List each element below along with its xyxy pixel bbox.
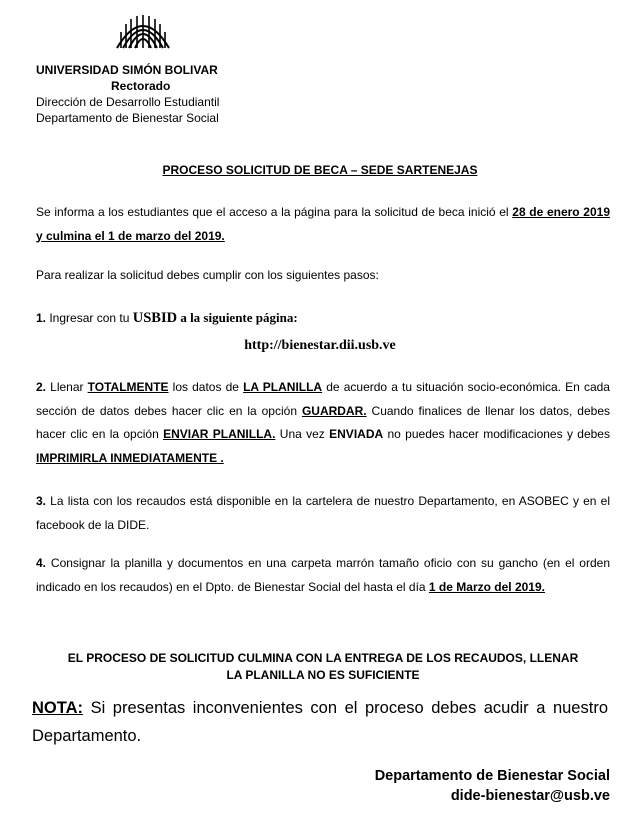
- step-3-text: La lista con los recaudos está disponible en la cartelera de nuestro Departamento, en ASOBEC y en el facebook de la DIDE.: [36, 494, 610, 532]
- intro-text: Se informa a los estudiantes que el acceso a la página para la solicitud de beca inició el: [36, 205, 513, 219]
- document-title: PROCESO SOLICITUD DE BECA – SEDE SARTENEJAS: [162, 163, 478, 177]
- step-2-keyword: IMPRIMIRLA INMEDIATAMENTE .: [36, 450, 224, 465]
- step-2-text: los datos de: [168, 380, 244, 394]
- step-1-usbid: USBID: [132, 310, 178, 326]
- step-2-keyword: ENVIADA: [329, 427, 384, 441]
- step-3: [36, 490, 610, 537]
- step-4: [36, 552, 610, 599]
- step-2-number: 2.: [36, 380, 47, 394]
- header-department: Departamento de Bienestar Social: [36, 111, 219, 125]
- step-2-text: Llenar: [46, 380, 88, 394]
- step-1: [36, 306, 610, 331]
- step-4-date: 1 de Marzo del 2019.: [428, 579, 545, 594]
- step-2-keyword: ENVIAR PLANILLA.: [163, 427, 276, 441]
- step-1-text-b: a la siguiente página:: [177, 310, 298, 325]
- header-office: Rectorado: [111, 79, 171, 93]
- step-2-text: de acuerdo a tu situación socio-económica. En cada sección de datos debes hacer clic en la opción: [36, 380, 610, 418]
- step-1-text-a: Ingresar con tu: [46, 311, 133, 325]
- nota-paragraph: [32, 694, 608, 750]
- step-2-text: Cuando finalices de llenar los datos, debes hacer clic en la opción: [36, 403, 610, 441]
- step-2-text: Una vez: [275, 427, 330, 441]
- header-direction: Dirección de Desarrollo Estudiantil: [36, 95, 220, 109]
- closing-notice: [36, 650, 610, 684]
- step-2-keyword: LA PLANILLA: [243, 380, 323, 394]
- step-2-keyword: GUARDAR.: [301, 403, 367, 418]
- university-logo: [113, 8, 173, 50]
- closing-line-1: EL PROCESO DE SOLICITUD CULMINA CON LA ENTREGA DE LOS RECAUDOS, LLENAR: [67, 651, 579, 665]
- signature-block: [375, 766, 610, 806]
- signature-email: dide-bienestar@usb.ve: [450, 788, 610, 804]
- step-2-text: no puedes hacer modificaciones y debes: [383, 427, 610, 441]
- steps-intro: Para realizar la solicitud debes cumplir con los siguientes pasos:: [36, 268, 379, 282]
- step-2-keyword: TOTALMENTE: [87, 380, 169, 394]
- header-university: UNIVERSIDAD SIMÓN BOLIVAR: [36, 63, 218, 77]
- signature-department: Departamento de Bienestar Social: [374, 768, 610, 784]
- step-4-number: 4.: [36, 556, 47, 570]
- step-4-text: Consignar la planilla y documentos en una carpeta marrón tamaño oficio con su gancho (en el orden indicado en los recaudos) en el Dpto. de Bienestar Social del hasta el día: [36, 556, 610, 594]
- step-2: [36, 376, 610, 470]
- intro-dates: 28 de enero 2019 y culmina el 1 de marzo del 2019.: [36, 205, 610, 243]
- closing-line-2: LA PLANILLA NO ES SUFICIENTE: [226, 668, 420, 682]
- step-3-number: 3.: [36, 494, 47, 508]
- step-1-number: 1.: [36, 311, 47, 325]
- step-1-url: http://bienestar.dii.usb.ve: [244, 338, 396, 353]
- nota-text: Si presentas inconvenientes con el proceso debes acudir a nuestro Departamento.: [32, 699, 608, 745]
- nota-label: NOTA:: [32, 699, 84, 717]
- intro-paragraph: [36, 201, 610, 248]
